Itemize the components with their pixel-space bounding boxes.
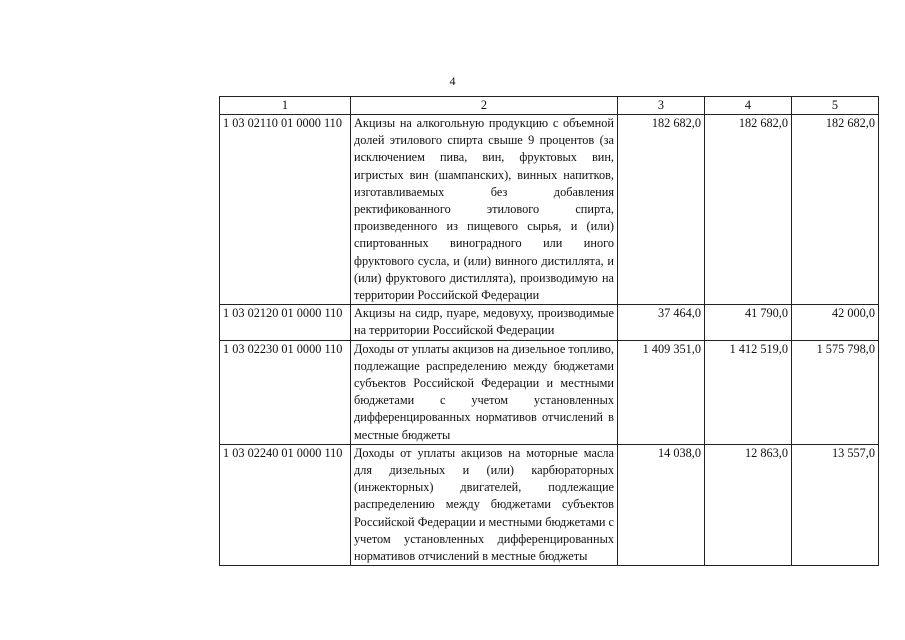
table-row <box>220 444 879 565</box>
revenue-name-cell: Доходы от уплаты акцизов на моторные масла для дизельных и (или) карбюраторных (инжекторных) двигателей, подлежащие распределению между бюджетами субъектов Российской Федерации и местными бюджетами с учетом установленных дифференцированных нормативов отчислений в местные бюджеты <box>351 444 618 565</box>
table-header-row <box>220 97 879 115</box>
value-col3-cell: 182 682,0 <box>618 115 705 305</box>
value-col5-cell: 182 682,0 <box>792 115 879 305</box>
table-row <box>220 305 879 340</box>
budget-code-cell: 1 03 02120 01 0000 110 <box>220 305 351 340</box>
budget-code-cell: 1 03 02230 01 0000 110 <box>220 340 351 444</box>
column-header-2: 2 <box>351 97 618 115</box>
column-header-1: 1 <box>220 97 351 115</box>
budget-code-cell: 1 03 02110 01 0000 110 <box>220 115 351 305</box>
budget-revenue-table <box>219 96 879 566</box>
table-row <box>220 115 879 305</box>
page-number: 4 <box>449 74 456 88</box>
value-col5-cell: 1 575 798,0 <box>792 340 879 444</box>
budget-code-cell: 1 03 02240 01 0000 110 <box>220 444 351 565</box>
column-header-4: 4 <box>705 97 792 115</box>
table-row <box>220 340 879 444</box>
value-col4-cell: 1 412 519,0 <box>705 340 792 444</box>
value-col3-cell: 1 409 351,0 <box>618 340 705 444</box>
value-col5-cell: 13 557,0 <box>792 444 879 565</box>
value-col3-cell: 37 464,0 <box>618 305 705 340</box>
column-header-5: 5 <box>792 97 879 115</box>
value-col4-cell: 182 682,0 <box>705 115 792 305</box>
value-col4-cell: 12 863,0 <box>705 444 792 565</box>
value-col5-cell: 42 000,0 <box>792 305 879 340</box>
column-header-3: 3 <box>618 97 705 115</box>
revenue-name-cell: Акцизы на сидр, пуаре, медовуху, производимые на территории Российской Федерации <box>351 305 618 340</box>
revenue-name-cell: Доходы от уплаты акцизов на дизельное топливо, подлежащие распределению между бюджетами субъектов Российской Федерации и местными бюджетами с учетом установленных дифференцированных нормативов отчислений в местные бюджеты <box>351 340 618 444</box>
revenue-name-cell: Акцизы на алкогольную продукцию с объемной долей этилового спирта свыше 9 процентов (за исключением пива, вин, фруктовых вин, игристых вин (шампанских), винных напитков, изготавливаемых без добавления ректификованного этилового спирта, произведенного из пищевого сырья, и (или) спиртованных виноградного или иного фруктового сусла, и (или) винного дистиллята, и (или) фруктового дистиллята), производимую на территории Российской Федерации <box>351 115 618 305</box>
value-col3-cell: 14 038,0 <box>618 444 705 565</box>
value-col4-cell: 41 790,0 <box>705 305 792 340</box>
